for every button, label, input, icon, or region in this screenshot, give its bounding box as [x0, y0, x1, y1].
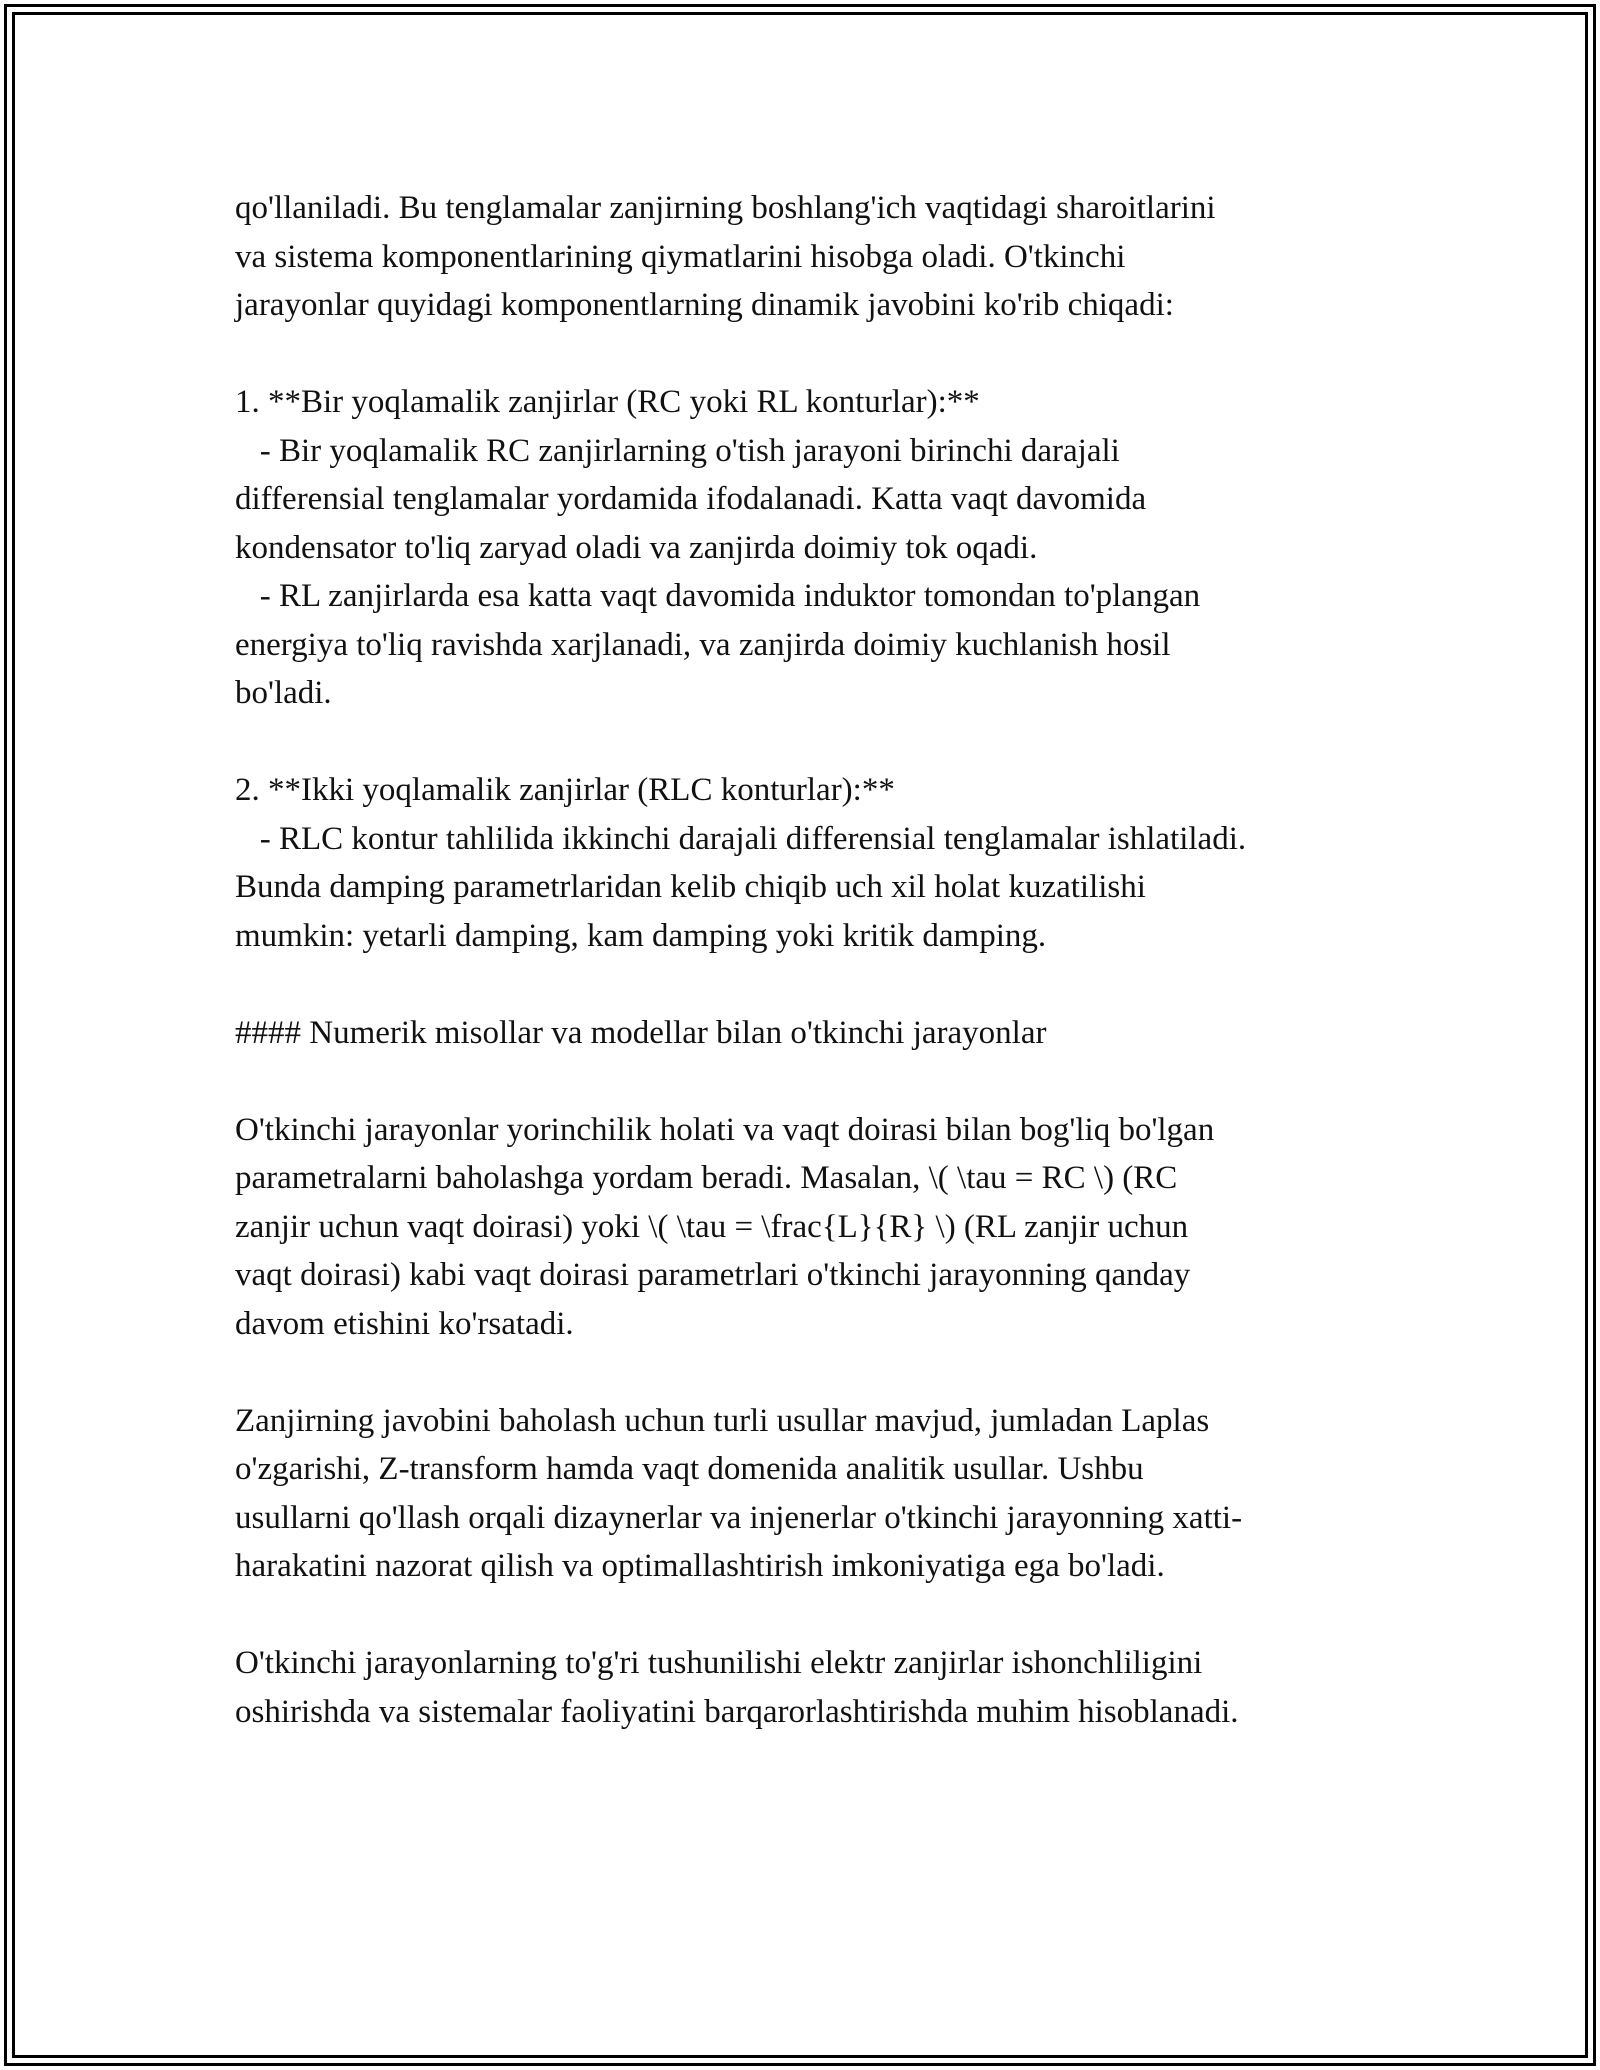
- text-line: oshirishda va sistemalar faoliyatini barqarorlashtirishda muhim hisoblanadi.: [235, 1693, 1239, 1730]
- text-line: differensial tenglamalar yordamida ifodalanadi. Katta vaqt davomida: [235, 481, 1147, 517]
- text-line: zanjir uchun vaqt doirasi) yoki \( \tau = \frac{L}{R} \) (RL zanjir uchun: [235, 1208, 1189, 1245]
- paragraph-gap: [235, 960, 1415, 1009]
- text-line: O'tkinchi jarayonlarning to'g'ri tushunilishi elektr zanjirlar ishonchliligini: [235, 1645, 1203, 1681]
- document-body: [235, 184, 1415, 1736]
- list-item-1: [235, 378, 1415, 718]
- text-line: Bunda damping parametrlaridan kelib chiqib uch xil holat kuzatilishi: [235, 869, 1146, 905]
- methods-paragraph: [235, 1397, 1415, 1591]
- text-line: davom etishini ko'rsatadi.: [235, 1305, 574, 1342]
- section-heading: #### Numerik misollar va modellar bilan o'tkinchi jarayonlar: [235, 1014, 1047, 1051]
- text-line: vaqt doirasi) kabi vaqt doirasi parametrlari o'tkinchi jarayonning qanday: [235, 1257, 1191, 1293]
- text-line: mumkin: yetarli damping, kam damping yoki kritik damping.: [235, 917, 1047, 954]
- conclusion-paragraph: [235, 1639, 1415, 1736]
- text-line: qo'llaniladi. Bu tenglamalar zanjirning boshlang'ich vaqtidagi sharoitlarini: [235, 190, 1216, 226]
- paragraph-gap: [235, 1348, 1415, 1397]
- text-line: O'tkinchi jarayonlar yorinchilik holati va vaqt doirasi bilan bog'liq bo'lgan: [235, 1111, 1215, 1148]
- text-line: harakatini nazorat qilish va optimallashtirish imkoniyatiga ega bo'ladi.: [235, 1548, 1165, 1584]
- paragraph-gap: [235, 1591, 1415, 1640]
- list-item-2: [235, 766, 1415, 960]
- paragraph-gap: [235, 1057, 1415, 1106]
- text-line: - RLC kontur tahlilida ikkinchi darajali differensial tenglamalar ishlatiladi.: [235, 820, 1247, 857]
- tau-paragraph: [235, 1106, 1415, 1349]
- intro-paragraph: [235, 184, 1415, 330]
- paragraph-gap: [235, 718, 1415, 767]
- text-line: Zanjirning javobini baholash uchun turli usullar mavjud, jumladan Laplas: [235, 1402, 1210, 1439]
- text-line: kondensator to'liq zaryad oladi va zanjirda doimiy tok oqadi.: [235, 529, 1038, 566]
- text-line: - Bir yoqlamalik RC zanjirlarning o'tish jarayoni birinchi darajali: [235, 432, 1120, 469]
- text-line: bo'ladi.: [235, 675, 332, 711]
- text-line: parametralarni baholashga yordam beradi. Masalan, \( \tau = RC \) (RC: [235, 1160, 1178, 1196]
- text-line: jarayonlar quyidagi komponentlarning dinamik javobini ko'rib chiqadi:: [235, 287, 1174, 323]
- text-line: o'zgarishi, Z-transform hamda vaqt domenida analitik usullar. Ushbu: [235, 1451, 1144, 1487]
- text-line: energiya to'liq ravishda xarjlanadi, va zanjirda doimiy kuchlanish hosil: [235, 626, 1171, 663]
- list-item-title: 1. **Bir yoqlamalik zanjirlar (RC yoki RL konturlar):**: [235, 384, 980, 420]
- text-line: usullarni qo'llash orqali dizaynerlar va injenerlar o'tkinchi jarayonning xatti-: [235, 1499, 1243, 1536]
- paragraph-gap: [235, 330, 1415, 379]
- text-line: - RL zanjirlarda esa katta vaqt davomida induktor tomondan to'plangan: [235, 578, 1201, 614]
- list-item-title: 2. **Ikki yoqlamalik zanjirlar (RLC konturlar):**: [235, 772, 895, 808]
- text-line: va sistema komponentlarining qiymatlarini hisobga oladi. O'tkinchi: [235, 238, 1126, 275]
